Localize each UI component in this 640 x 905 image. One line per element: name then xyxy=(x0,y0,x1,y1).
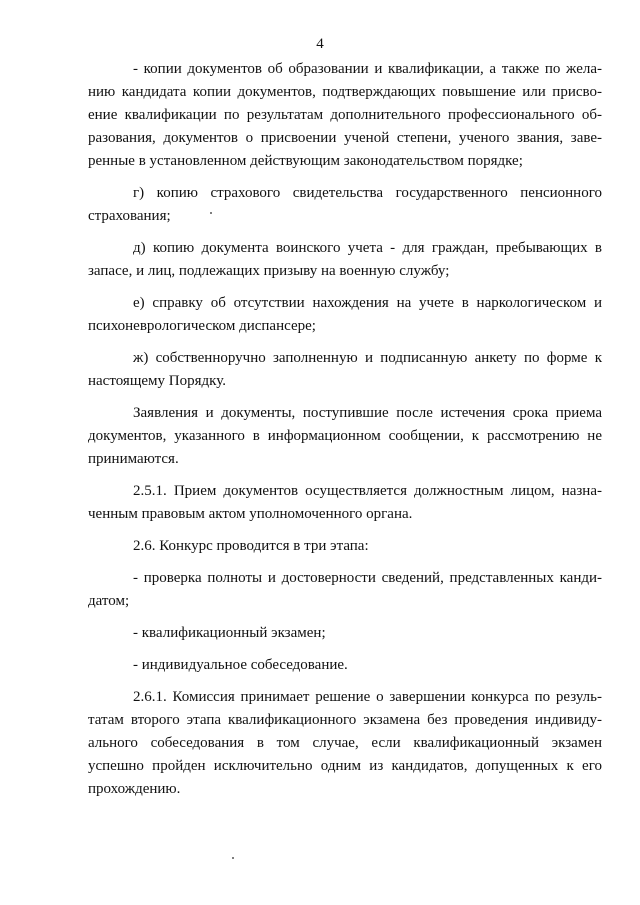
paragraph xyxy=(88,567,602,613)
paragraph xyxy=(88,654,602,677)
text-line: Заявления и документы, поступившие после истечения срока приема xyxy=(133,405,602,421)
text-line: - индивидуальное собеседование. xyxy=(133,657,348,673)
text-line: д) копию документа воинского учета - для граждан, пребывающих в xyxy=(133,240,602,256)
text-line: страхования; xyxy=(88,208,171,224)
paragraph xyxy=(88,237,602,283)
text-line: ение квалификации по результатам дополнительного профессионального об- xyxy=(88,107,602,123)
text-line: - квалификационный экзамен; xyxy=(133,625,326,641)
text-line: нию кандидата копии документов, подтверждающих повышение или присво- xyxy=(88,84,602,100)
paragraph xyxy=(88,58,602,173)
text-line: психоневрологическом диспансере; xyxy=(88,318,316,334)
text-line: датом; xyxy=(88,593,130,609)
text-line: татам второго этапа квалификационного экзамена без проведения индивиду- xyxy=(88,712,602,728)
text-line: - копии документов об образовании и квалификации, а также по жела- xyxy=(133,61,602,77)
text-line: е) справку об отсутствии нахождения на учете в наркологическом и xyxy=(133,295,602,311)
text-line: успешно пройден исключительно одним из кандидатов, допущенных к его xyxy=(88,758,602,774)
text-line: запасе, и лиц, подлежащих призыву на военную службу; xyxy=(88,263,450,279)
text-line: г) копию страхового свидетельства государственного пенсионного xyxy=(133,185,602,201)
paragraph xyxy=(88,480,602,526)
scan-speck xyxy=(232,857,234,859)
paragraph xyxy=(88,292,602,338)
text-line: разования, документов о присвоении ученой степени, ученого звания, заве- xyxy=(88,130,602,146)
text-line: документов, указанного в информационном сообщении, к рассмотрению не xyxy=(88,428,602,444)
text-line: 2.6.1. Комиссия принимает решение о завершении конкурса по резуль- xyxy=(133,689,602,705)
paragraph xyxy=(88,622,602,645)
page-number: 4 xyxy=(316,36,324,52)
text-line: принимаются. xyxy=(88,451,179,467)
text-line: 2.5.1. Прием документов осуществляется должностным лицом, назна- xyxy=(133,483,602,499)
text-line: - проверка полноты и достоверности сведений, представленных канди- xyxy=(133,570,602,586)
text-line: 2.6. Конкурс проводится в три этапа: xyxy=(133,538,369,554)
paragraph xyxy=(88,535,602,558)
paragraph xyxy=(88,182,602,228)
text-line: прохождению. xyxy=(88,781,181,797)
text-line: настоящему Порядку. xyxy=(88,373,226,389)
paragraph xyxy=(88,686,602,801)
text-line: ж) собственноручно заполненную и подписанную анкету по форме к xyxy=(133,350,602,366)
scan-speck xyxy=(210,212,212,214)
text-line: ченным правовым актом уполномоченного органа. xyxy=(88,506,413,522)
document-body xyxy=(88,58,602,810)
paragraph xyxy=(88,402,602,471)
paragraph xyxy=(88,347,602,393)
text-line: ального собеседования в том случае, если квалификационный экзамен xyxy=(88,735,602,751)
text-line: ренные в установленном действующим законодательством порядке; xyxy=(88,153,523,169)
